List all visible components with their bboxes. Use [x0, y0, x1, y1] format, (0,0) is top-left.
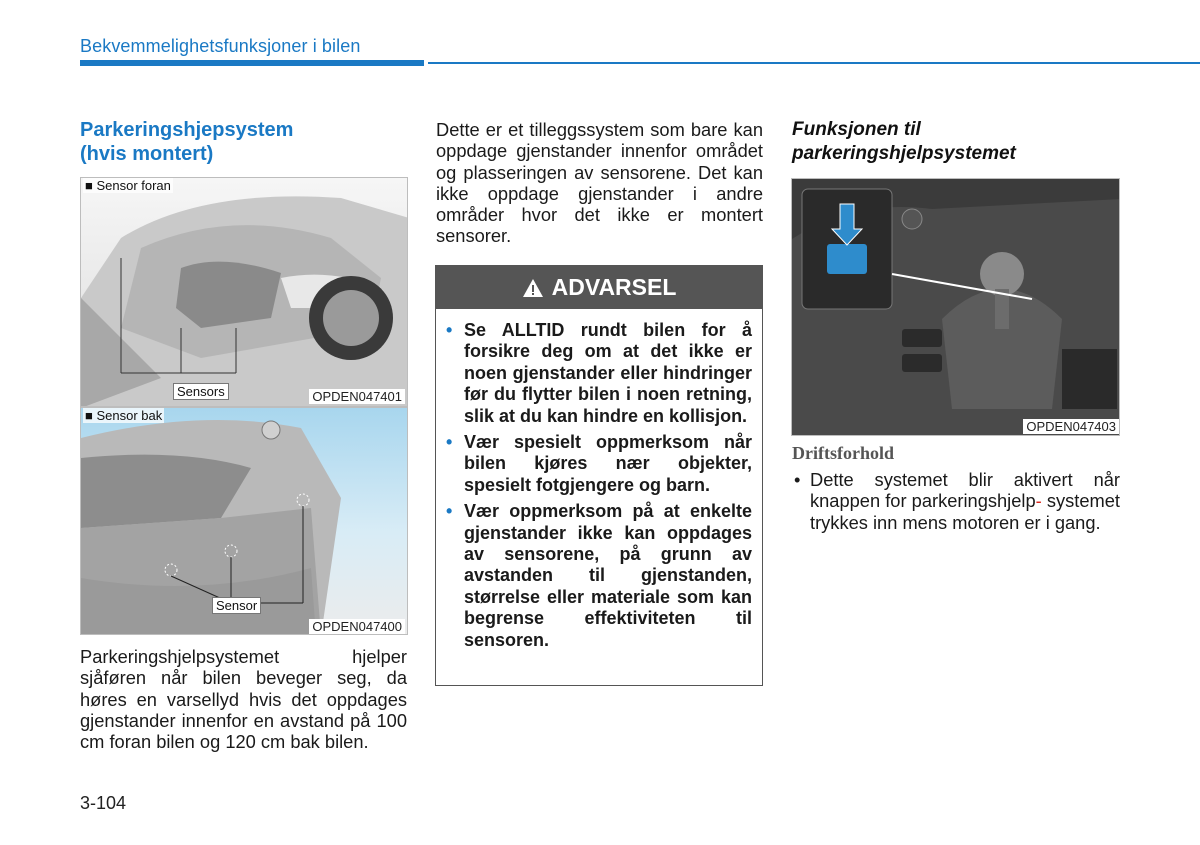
function-section-title	[792, 118, 1122, 166]
rear-figure-caption: ■ Sensor bak	[85, 408, 163, 423]
cabin-figure-code: OPDEN047403	[1023, 419, 1119, 434]
page-number: 3-104	[80, 793, 127, 813]
conditions-title: Driftsforhold	[792, 443, 894, 463]
rear-sensor-label: Sensor	[212, 597, 261, 614]
function-title-line1: Funksjonen til	[792, 119, 921, 140]
section-title-line2: (hvis montert)	[80, 143, 214, 165]
warning-item: • Se ALLTID rundt bilen for å forsikre deg om at det ikke er noen gjenstander eller hindringer før du flytter bilen i noen retning, slik at du kan hindre en kollisjon.	[446, 320, 752, 426]
warning-triangle-icon	[522, 278, 544, 298]
warning-header	[436, 266, 762, 309]
front-car-illustration	[81, 178, 408, 407]
bullet-icon: •	[446, 432, 453, 453]
parking-button-figure	[791, 178, 1120, 436]
left-paragraph: Parkeringshjelpsystemet hjelper sjåføren når bilen beveger seg, da høres en varsellyd hvis det oppdages gjenstander innenfor en avstand på 100 cm foran bilen og 120 cm bak bilen.	[80, 646, 407, 753]
middle-paragraph: Dette er et tilleggssystem som bare kan oppdage gjenstander innenfor området og plasseringen av sensorene. Det kan ikke oppdage gjenstander i andre områder hvor det ikke er montert sensorer.	[436, 119, 763, 247]
warning-item: • Vær spesielt oppmerksom når bilen kjøres nær objekter, spesielt fotgjengere og barn.	[446, 432, 752, 495]
bullet-icon: •	[446, 320, 453, 340]
front-figure-code: OPDEN047401	[309, 389, 405, 404]
front-figure-caption: ■ Sensor foran	[85, 178, 171, 193]
function-title-line2: parkeringshjelpsystemet	[792, 143, 1016, 164]
section-title	[80, 118, 380, 166]
warning-item: • Vær oppmerksom på at enkelte gjenstander ikke kan oppdages av sensorene, på grunn av avstanden til gjenstanden, størrelse eller materiale som kan begrense effektiviteten til sensoren.	[446, 501, 752, 650]
warning-list	[444, 320, 752, 656]
center-console-illustration	[792, 179, 1120, 436]
front-sensors-label: Sensors	[173, 383, 229, 400]
header-rule-thin	[428, 62, 1200, 64]
rear-figure-code: OPDEN047400	[309, 619, 405, 634]
condition-item: • Dette systemet blir aktivert når knappen for parkeringshjelp- systemet trykkes inn mens motoren er i gang.	[794, 469, 1120, 533]
front-sensor-figure	[80, 177, 408, 407]
running-header: Bekvemmelighetsfunksjoner i bilen	[80, 36, 361, 56]
warning-title: ADVARSEL	[551, 274, 677, 300]
bullet-icon: •	[794, 469, 801, 490]
header-rule-thick	[80, 60, 424, 66]
bullet-icon: •	[446, 501, 453, 522]
rear-sensor-figure	[80, 407, 408, 635]
conditions-list	[792, 469, 1120, 533]
section-title-line1: Parkeringshjepsystem	[80, 119, 294, 141]
warning-box	[435, 265, 763, 686]
